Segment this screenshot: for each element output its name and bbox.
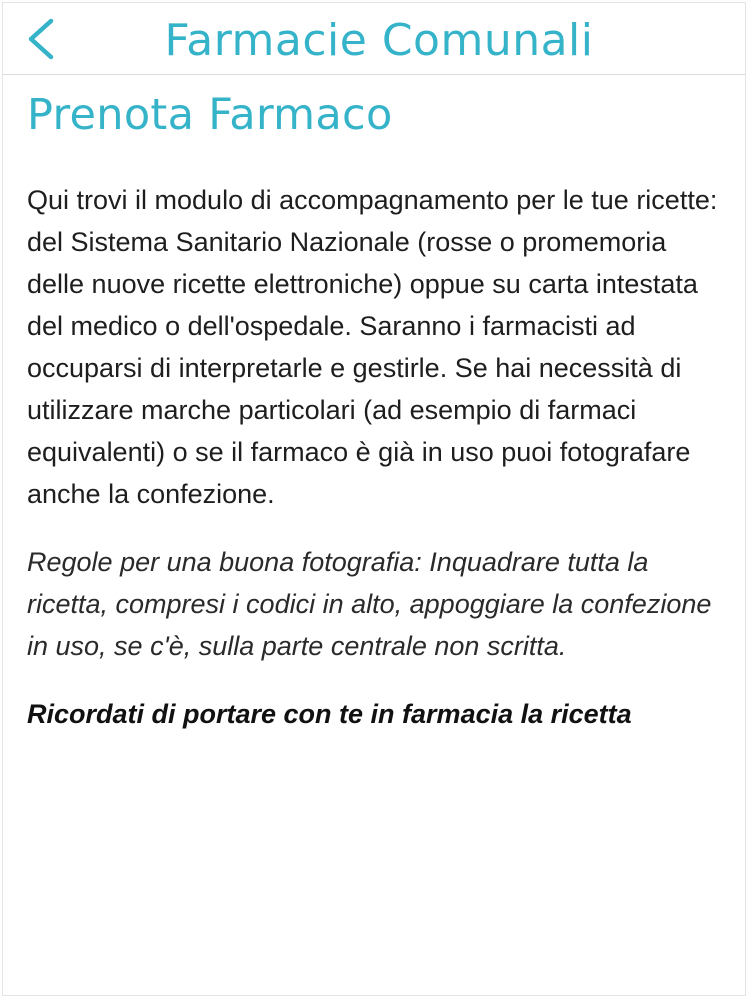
main-content xyxy=(27,87,725,735)
app-screen xyxy=(2,2,746,996)
page-title: Prenota Farmaco xyxy=(27,90,393,140)
photo-rules-text: Regole per una buona fotografia: Inquadrare tutta la ricetta, compresi i codici in alto, appoggiare la confezione in uso, se c'è, sulla parte centrale non scritta. xyxy=(27,547,712,661)
navigation-bar xyxy=(3,3,745,75)
chevron-left-icon xyxy=(23,17,59,61)
intro-text: Qui trovi il modulo di accompagnamento per le tue ricette: del Sistema Sanitario Nazionale (rosse o promemoria delle nuove ricette elettroniche) oppue su carta intestata del medico o dell'ospedale. Saranno i farmacisti ad occuparsi di interpretarle e gestirle. Se hai necessità di utilizzare marche particolari (ad esempio di farmaci equivalenti) o se il farmaco è già in uso puoi fotografare anche la confezione. xyxy=(27,185,718,509)
back-button[interactable] xyxy=(15,11,67,67)
nav-title: Farmacie Comunali xyxy=(164,15,594,66)
reminder-text: Ricordati di portare con te in farmacia la ricetta xyxy=(27,699,632,729)
